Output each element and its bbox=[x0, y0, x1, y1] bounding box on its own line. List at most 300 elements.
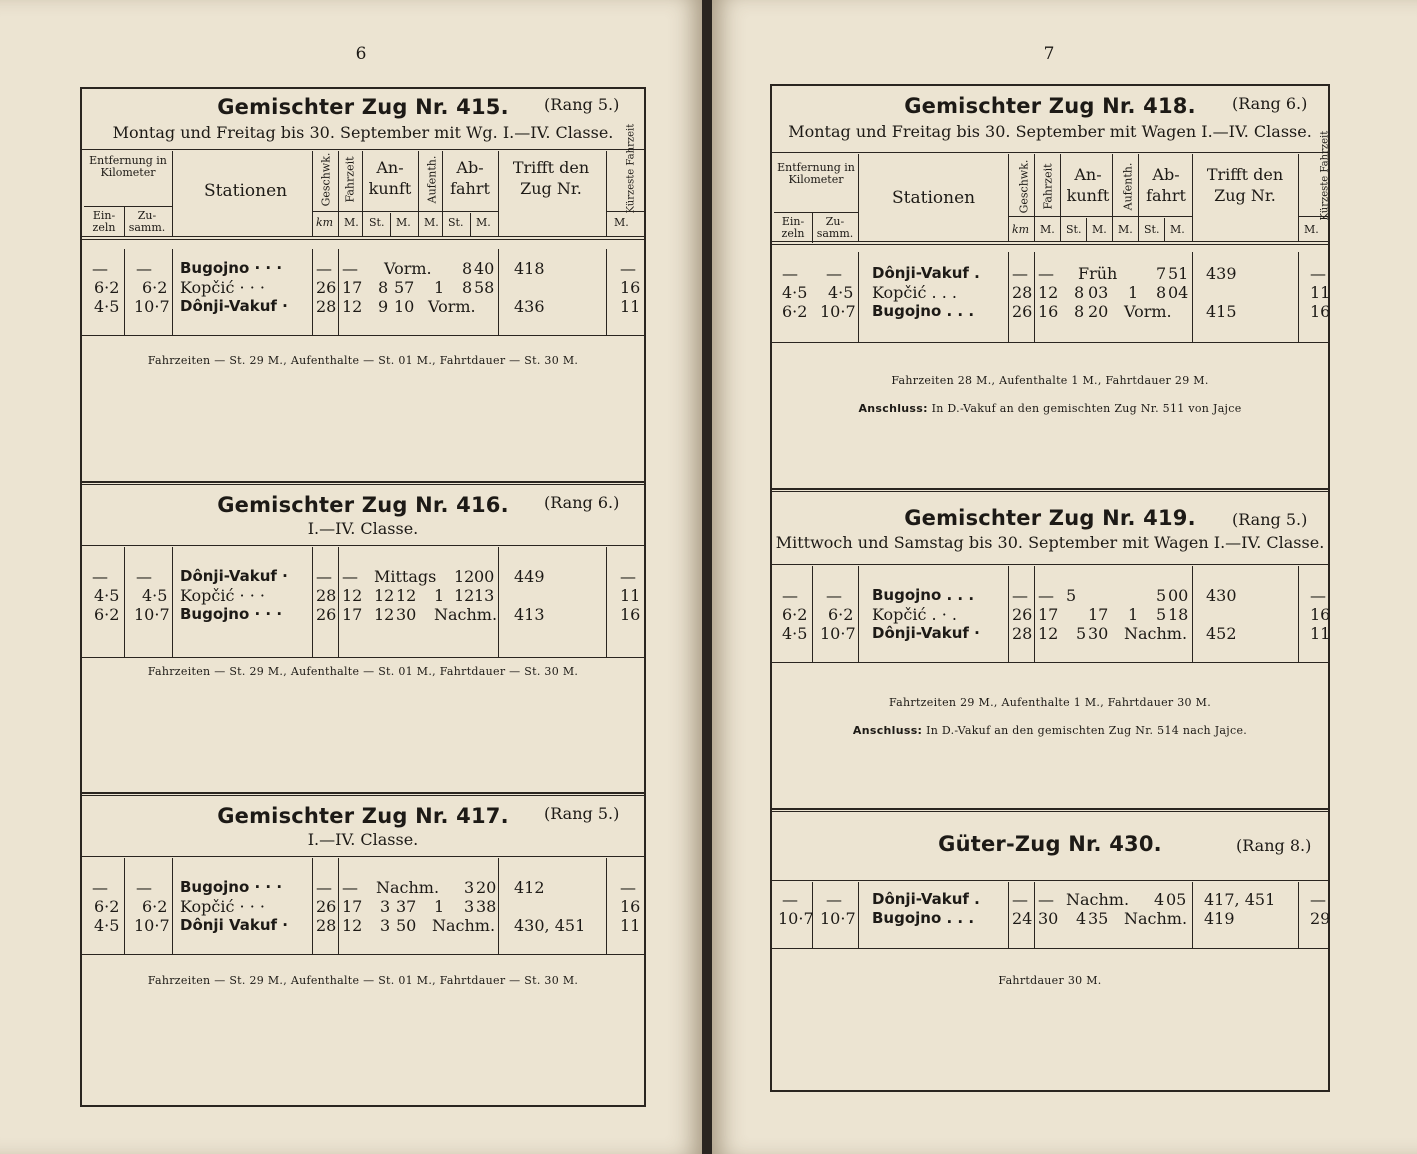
cell-kuerzeste: 16 bbox=[620, 278, 641, 297]
header-unit-m: M. bbox=[344, 216, 359, 229]
header-distance: Entfernung in Kilometer bbox=[777, 161, 855, 186]
cell-abfahrt-m: 00 bbox=[474, 567, 495, 586]
cell-zusamm: 10·7 bbox=[134, 297, 170, 316]
cell-trifft: 449 bbox=[514, 567, 545, 586]
header-fahrzeit: Fahrzeit bbox=[343, 156, 357, 203]
header-trifft: Trifft den Zug Nr. bbox=[512, 158, 590, 198]
cell-abfahrt-m: 00 bbox=[1168, 586, 1189, 605]
cell-abfahrt-st: 8 bbox=[462, 259, 473, 278]
train-title: Gemischter Zug Nr. 417. bbox=[217, 804, 509, 828]
cell-geschwk: — bbox=[316, 878, 332, 897]
cell-fahrzeit: — bbox=[342, 878, 358, 897]
cell-einzeln: — bbox=[92, 259, 108, 278]
train-note: Fahrzeiten — St. 29 M., Aufenthalte — St. 01 M., Fahrtdauer — St. 30 M. bbox=[147, 665, 579, 678]
cell-ankunft-m: 30 bbox=[396, 605, 417, 624]
divider bbox=[84, 206, 172, 207]
cell-ankunft-st: 4 bbox=[1076, 909, 1087, 928]
cell-fahrzeit: — bbox=[1038, 890, 1054, 909]
cell-einzeln: 10·7 bbox=[778, 909, 814, 928]
divider bbox=[82, 856, 644, 857]
grid-line bbox=[1164, 218, 1165, 242]
header-unit-m: M. bbox=[1092, 223, 1107, 236]
divider bbox=[772, 880, 1328, 881]
grid-line bbox=[1138, 154, 1139, 242]
cell-einzeln: 6·2 bbox=[94, 278, 120, 297]
grid-line bbox=[418, 151, 419, 237]
cell-einzeln: 6·2 bbox=[94, 605, 120, 624]
train-subtitle: I.—IV. Classe. bbox=[307, 519, 419, 538]
section-rule bbox=[82, 481, 644, 485]
cell-abfahrt-st: 12 bbox=[454, 586, 475, 605]
grid-line bbox=[1298, 566, 1299, 662]
grid-line bbox=[1192, 154, 1193, 242]
header-unit-km: km bbox=[1012, 223, 1030, 236]
cell-kuerzeste: 16 bbox=[1310, 605, 1331, 624]
header-zusamm: Zu- samm. bbox=[128, 209, 166, 234]
cell-zusamm: — bbox=[826, 264, 842, 283]
header-ankunft: An- kunft bbox=[368, 158, 412, 198]
cell-ankunft-m: 10 bbox=[394, 297, 415, 316]
cell-ankunft-st: Nachm. bbox=[1066, 890, 1130, 909]
divider bbox=[312, 211, 498, 212]
cell-ankunft-st: 8 bbox=[1074, 283, 1085, 302]
grid-line bbox=[1034, 882, 1035, 948]
cell-geschwk: — bbox=[1012, 586, 1028, 605]
grid-line bbox=[172, 151, 173, 237]
cell-kuerzeste: — bbox=[1310, 890, 1326, 909]
train-rang: (Rang 6.) bbox=[544, 493, 620, 512]
cell-kuerzeste: 16 bbox=[620, 605, 641, 624]
section-rule bbox=[772, 488, 1328, 492]
cell-kuerzeste: — bbox=[620, 567, 636, 586]
anschluss-label: Anschluss: bbox=[858, 402, 928, 415]
header-unit-m: M. bbox=[1304, 223, 1319, 236]
grid-line bbox=[1298, 252, 1299, 342]
cell-trifft: 413 bbox=[514, 605, 545, 624]
grid-line bbox=[1034, 252, 1035, 342]
divider bbox=[772, 152, 1328, 153]
cell-abfahrt-st: 8 bbox=[462, 278, 473, 297]
grid-line bbox=[124, 249, 125, 335]
cell-fahrzeit: 12 bbox=[1038, 283, 1059, 302]
cell-geschwk: 28 bbox=[316, 297, 337, 316]
cell-aufenth: 1 bbox=[434, 897, 445, 916]
cell-einzeln: 4·5 bbox=[94, 586, 120, 605]
cell-geschwk: 24 bbox=[1012, 909, 1033, 928]
cell-abfahrt-m: 18 bbox=[1168, 605, 1189, 624]
divider bbox=[772, 244, 1328, 245]
divider bbox=[774, 212, 858, 213]
cell-einzeln: — bbox=[782, 586, 798, 605]
cell-station: Kopčić · · · bbox=[180, 586, 265, 605]
cell-fahrzeit: 30 bbox=[1038, 909, 1059, 928]
grid-line bbox=[124, 207, 125, 237]
cell-trifft: 418 bbox=[514, 259, 545, 278]
header-abfahrt: Ab- fahrt bbox=[450, 158, 490, 198]
section-rule bbox=[82, 792, 644, 796]
header-ankunft: An- kunft bbox=[1066, 165, 1110, 205]
grid-line bbox=[498, 547, 499, 657]
cell-ankunft-m: 17 bbox=[1088, 605, 1109, 624]
cell-einzeln: — bbox=[782, 890, 798, 909]
cell-einzeln: 6·2 bbox=[782, 302, 808, 321]
train-rang: (Rang 5.) bbox=[544, 95, 620, 114]
cell-abfahrt-st: Nachm. bbox=[1124, 624, 1188, 643]
cell-geschwk: — bbox=[1012, 264, 1028, 283]
cell-station: Dônji Vakuf · bbox=[180, 916, 288, 934]
train-subtitle: I.—IV. Classe. bbox=[307, 830, 419, 849]
cell-fahrzeit: 17 bbox=[1038, 605, 1059, 624]
grid-line bbox=[606, 858, 607, 954]
train-note: Fahrtdauer 30 M. bbox=[998, 974, 1102, 987]
grid-line bbox=[1008, 566, 1009, 662]
cell-abfahrt-st: Nachm. bbox=[434, 605, 498, 624]
cell-station: Kopčić · · · bbox=[180, 897, 265, 916]
cell-geschwk: — bbox=[316, 567, 332, 586]
grid-line bbox=[1086, 218, 1087, 242]
cell-trifft: 415 bbox=[1206, 302, 1237, 321]
cell-station: Bugojno . . . bbox=[872, 586, 975, 604]
header-unit-st: St. bbox=[369, 216, 385, 229]
cell-zusamm: 4·5 bbox=[828, 283, 854, 302]
cell-kuerzeste: 11 bbox=[1310, 624, 1331, 643]
cell-fahrzeit: 17 bbox=[342, 278, 363, 297]
cell-abfahrt-m: 51 bbox=[1168, 264, 1189, 283]
divider bbox=[772, 948, 1328, 949]
cell-zusamm: 10·7 bbox=[820, 302, 856, 321]
divider bbox=[1298, 216, 1330, 217]
cell-trifft: 430, 451 bbox=[514, 916, 586, 935]
header-abfahrt: Ab- fahrt bbox=[1146, 165, 1186, 205]
header-aufenth: Aufenth. bbox=[1121, 162, 1135, 211]
divider bbox=[82, 657, 644, 658]
cell-station: Dônji-Vakuf · bbox=[180, 297, 288, 315]
cell-kuerzeste: 11 bbox=[620, 297, 641, 316]
train-title: Güter-Zug Nr. 430. bbox=[938, 832, 1162, 856]
cell-ankunft-st: 3 bbox=[380, 916, 391, 935]
cell-station: Kopčić · · · bbox=[180, 278, 265, 297]
grid-line bbox=[606, 249, 607, 335]
cell-abfahrt-m: 38 bbox=[476, 897, 497, 916]
cell-einzeln: 4·5 bbox=[782, 624, 808, 643]
divider bbox=[772, 241, 1328, 242]
header-geschwk: Geschwk. bbox=[1017, 159, 1031, 214]
grid-line bbox=[470, 213, 471, 237]
cell-abfahrt-st: 5 bbox=[1156, 605, 1167, 624]
cell-ankunft-m: 12 bbox=[396, 586, 417, 605]
train-subtitle: Montag und Freitag bis 30. September mit Wg. I.—IV. Classe. bbox=[112, 123, 614, 142]
right-page bbox=[712, 0, 1417, 1154]
cell-abfahrt-st: Vorm. bbox=[1124, 302, 1172, 321]
left-page bbox=[0, 0, 702, 1154]
cell-abfahrt-m: 05 bbox=[1166, 890, 1187, 909]
cell-station: Kopčić . . . bbox=[872, 283, 957, 302]
cell-geschwk: 28 bbox=[316, 586, 337, 605]
header-zusamm: Zu- samm. bbox=[816, 215, 854, 240]
cell-geschwk: 28 bbox=[1012, 283, 1033, 302]
header-trifft: Trifft den Zug Nr. bbox=[1206, 165, 1284, 205]
cell-ankunft-m: 20 bbox=[1088, 302, 1109, 321]
grid-line bbox=[1008, 154, 1009, 242]
grid-line bbox=[1192, 252, 1193, 342]
grid-line bbox=[1008, 882, 1009, 948]
cell-zusamm: 4·5 bbox=[142, 586, 168, 605]
grid-line bbox=[498, 858, 499, 954]
cell-trifft: 430 bbox=[1206, 586, 1237, 605]
cell-geschwk: 26 bbox=[1012, 302, 1033, 321]
cell-fahrzeit: 17 bbox=[342, 897, 363, 916]
grid-line bbox=[172, 858, 173, 954]
train-title: Gemischter Zug Nr. 418. bbox=[904, 94, 1196, 118]
cell-abfahrt-m: 58 bbox=[474, 278, 495, 297]
cell-einzeln: 6·2 bbox=[782, 605, 808, 624]
cell-zusamm: 10·7 bbox=[820, 909, 856, 928]
grid-line bbox=[338, 151, 339, 237]
cell-zusamm: — bbox=[136, 878, 152, 897]
grid-line bbox=[498, 249, 499, 335]
cell-zusamm: — bbox=[136, 567, 152, 586]
cell-ankunft-m: 35 bbox=[1088, 909, 1109, 928]
grid-line bbox=[312, 547, 313, 657]
grid-line bbox=[858, 566, 859, 662]
cell-fahrzeit: — bbox=[342, 259, 358, 278]
header-unit-m: M. bbox=[1118, 223, 1133, 236]
header-unit-m: M. bbox=[424, 216, 439, 229]
cell-abfahrt-st: 3 bbox=[464, 878, 475, 897]
page-number: 7 bbox=[1043, 44, 1055, 64]
grid-line bbox=[1034, 566, 1035, 662]
train-title: Gemischter Zug Nr. 415. bbox=[217, 95, 509, 119]
cell-ankunft-st: Mittags bbox=[374, 567, 437, 586]
header-distance: Entfernung in Kilometer bbox=[89, 154, 167, 179]
cell-ankunft-st: 9 bbox=[378, 297, 389, 316]
grid-line bbox=[812, 566, 813, 662]
divider bbox=[82, 149, 644, 150]
cell-ankunft-st: Nachm. bbox=[376, 878, 440, 897]
cell-geschwk: — bbox=[1012, 890, 1028, 909]
cell-fahrzeit: — bbox=[342, 567, 358, 586]
cell-abfahrt-st: Vorm. bbox=[428, 297, 476, 316]
cell-abfahrt-st: Nachm. bbox=[1124, 909, 1188, 928]
train-subtitle: Mittwoch und Samstag bis 30. September mit Wagen I.—IV. Classe. bbox=[775, 533, 1325, 552]
anschluss-text: In D.-Vakuf an den gemischten Zug Nr. 514 nach Jajce. bbox=[926, 724, 1248, 737]
cell-kuerzeste: — bbox=[620, 878, 636, 897]
grid-line bbox=[312, 858, 313, 954]
cell-geschwk: 26 bbox=[316, 278, 337, 297]
cell-station: Bugojno · · · bbox=[180, 259, 283, 277]
cell-station: Bugojno · · · bbox=[180, 605, 283, 623]
cell-station: Bugojno . . . bbox=[872, 909, 975, 927]
cell-kuerzeste: — bbox=[1310, 586, 1326, 605]
cell-kuerzeste: 29 bbox=[1310, 909, 1331, 928]
train-rang: (Rang 8.) bbox=[1236, 836, 1312, 855]
cell-ankunft-st: 12 bbox=[374, 605, 395, 624]
cell-trifft: 439 bbox=[1206, 264, 1237, 283]
grid-line bbox=[858, 882, 859, 948]
cell-aufenth: 1 bbox=[434, 586, 445, 605]
anschluss-text: In D.-Vakuf an den gemischten Zug Nr. 511 von Jajce bbox=[931, 402, 1242, 415]
header-unit-m: M. bbox=[614, 216, 629, 229]
grid-line bbox=[124, 858, 125, 954]
grid-line bbox=[1112, 154, 1113, 242]
timetable-frame bbox=[770, 84, 1330, 1092]
grid-line bbox=[390, 213, 391, 237]
grid-line bbox=[442, 151, 443, 237]
cell-station: Bugojno · · · bbox=[180, 878, 283, 896]
cell-ankunft-m: 37 bbox=[396, 897, 417, 916]
cell-trifft: 452 bbox=[1206, 624, 1237, 643]
train-rang: (Rang 5.) bbox=[544, 804, 620, 823]
cell-fahrzeit: 17 bbox=[342, 605, 363, 624]
cell-kuerzeste: — bbox=[620, 259, 636, 278]
cell-geschwk: 26 bbox=[316, 605, 337, 624]
cell-aufenth: 1 bbox=[1128, 283, 1139, 302]
divider bbox=[1008, 216, 1192, 217]
header-unit-st: St. bbox=[448, 216, 464, 229]
train-rang: (Rang 5.) bbox=[1232, 510, 1308, 529]
timetable-frame bbox=[80, 87, 646, 1107]
cell-einzeln: — bbox=[782, 264, 798, 283]
divider bbox=[82, 236, 644, 237]
train-note: Fahrzeiten — St. 29 M., Aufenthalte — St. 01 M., Fahrtdauer — St. 30 M. bbox=[147, 974, 579, 987]
cell-fahrzeit: 12 bbox=[1038, 624, 1059, 643]
cell-einzeln: — bbox=[92, 567, 108, 586]
header-unit-m: M. bbox=[1040, 223, 1055, 236]
page-number: 6 bbox=[355, 44, 367, 64]
cell-kuerzeste: 11 bbox=[620, 916, 641, 935]
cell-einzeln: 4·5 bbox=[782, 283, 808, 302]
cell-einzeln: 4·5 bbox=[94, 297, 120, 316]
cell-geschwk: 28 bbox=[316, 916, 337, 935]
grid-line bbox=[172, 547, 173, 657]
grid-line bbox=[498, 151, 499, 237]
train-subtitle: Montag und Freitag bis 30. September mit Wagen I.—IV. Classe. bbox=[788, 122, 1312, 141]
cell-ankunft-st: 8 bbox=[378, 278, 389, 297]
grid-line bbox=[362, 151, 363, 237]
header-unit-st: St. bbox=[1144, 223, 1160, 236]
cell-abfahrt-st: 4 bbox=[1154, 890, 1165, 909]
cell-ankunft-m: 57 bbox=[394, 278, 415, 297]
grid-line bbox=[338, 858, 339, 954]
header-kuerzeste: Kürzeste Fahrzeit bbox=[625, 123, 637, 214]
grid-line bbox=[312, 249, 313, 335]
cell-station: Kopčić . · . bbox=[872, 605, 957, 624]
cell-ankunft-m: 50 bbox=[396, 916, 417, 935]
cell-einzeln: 4·5 bbox=[94, 916, 120, 935]
cell-fahrzeit: — bbox=[1038, 586, 1054, 605]
cell-kuerzeste: 16 bbox=[620, 897, 641, 916]
cell-trifft: 419 bbox=[1204, 909, 1235, 928]
cell-ankunft-st: 5 bbox=[1076, 624, 1087, 643]
header-aufenth: Aufenth. bbox=[425, 155, 439, 204]
cell-abfahrt-st: 12 bbox=[454, 567, 475, 586]
cell-geschwk: 26 bbox=[1012, 605, 1033, 624]
train-title: Gemischter Zug Nr. 419. bbox=[904, 506, 1196, 530]
cell-ankunft-st: 5 bbox=[1066, 586, 1077, 605]
cell-abfahrt-m: 13 bbox=[474, 586, 495, 605]
header-einzeln: Ein- zeln bbox=[781, 215, 805, 240]
grid-line bbox=[1060, 154, 1061, 242]
cell-kuerzeste: 11 bbox=[620, 586, 641, 605]
grid-line bbox=[172, 249, 173, 335]
grid-line bbox=[858, 154, 859, 242]
divider bbox=[772, 342, 1328, 343]
cell-zusamm: 10·7 bbox=[134, 605, 170, 624]
cell-abfahrt-m: 04 bbox=[1168, 283, 1189, 302]
cell-ankunft-m: 03 bbox=[1088, 283, 1109, 302]
grid-line bbox=[858, 252, 859, 342]
cell-trifft: 412 bbox=[514, 878, 545, 897]
cell-fahrzeit: — bbox=[1038, 264, 1054, 283]
cell-zusamm: — bbox=[826, 586, 842, 605]
cell-zusamm: 10·7 bbox=[820, 624, 856, 643]
cell-ankunft-st: 12 bbox=[374, 586, 395, 605]
divider bbox=[82, 335, 644, 336]
train-rang: (Rang 6.) bbox=[1232, 94, 1308, 113]
grid-line bbox=[1298, 154, 1299, 242]
cell-geschwk: — bbox=[316, 259, 332, 278]
cell-station: Dônji-Vakuf . bbox=[872, 264, 980, 282]
cell-fahrzeit: 16 bbox=[1038, 302, 1059, 321]
header-unit-m: M. bbox=[396, 216, 411, 229]
divider bbox=[82, 545, 644, 546]
header-stations: Stationen bbox=[892, 188, 976, 208]
cell-geschwk: 28 bbox=[1012, 624, 1033, 643]
cell-zusamm: 6·2 bbox=[828, 605, 854, 624]
cell-einzeln: 6·2 bbox=[94, 897, 120, 916]
grid-line bbox=[1008, 252, 1009, 342]
cell-geschwk: 26 bbox=[316, 897, 337, 916]
grid-line bbox=[338, 547, 339, 657]
cell-fahrzeit: 12 bbox=[342, 916, 363, 935]
header-fahrzeit: Fahrzeit bbox=[1041, 163, 1055, 210]
cell-kuerzeste: — bbox=[1310, 264, 1326, 283]
train-note: Fahrzeiten 28 M., Aufenthalte 1 M., Fahrtdauer 29 M. bbox=[891, 374, 1209, 387]
cell-aufenth: 1 bbox=[1128, 605, 1139, 624]
cell-abfahrt-m: 40 bbox=[474, 259, 495, 278]
grid-line bbox=[606, 151, 607, 237]
cell-station: Bugojno . . . bbox=[872, 302, 975, 320]
grid-line bbox=[1298, 882, 1299, 948]
section-rule bbox=[772, 808, 1328, 812]
divider bbox=[772, 564, 1328, 565]
grid-line bbox=[1192, 566, 1193, 662]
cell-ankunft-st: Früh bbox=[1078, 264, 1118, 283]
cell-zusamm: 6·2 bbox=[142, 278, 168, 297]
cell-station: Dônji-Vakuf · bbox=[872, 624, 980, 642]
cell-einzeln: — bbox=[92, 878, 108, 897]
cell-trifft: 417, 451 bbox=[1204, 890, 1276, 909]
train-anschluss bbox=[772, 724, 1328, 737]
header-kuerzeste: Kürzeste Fahrzeit bbox=[1319, 130, 1331, 221]
cell-zusamm: — bbox=[826, 890, 842, 909]
cell-abfahrt-st: 8 bbox=[1156, 283, 1167, 302]
cell-zusamm: — bbox=[136, 259, 152, 278]
cell-zusamm: 10·7 bbox=[134, 916, 170, 935]
cell-station: Dônji-Vakuf . bbox=[872, 890, 980, 908]
cell-abfahrt-st: 7 bbox=[1156, 264, 1167, 283]
grid-line bbox=[338, 249, 339, 335]
cell-kuerzeste: 11 bbox=[1310, 283, 1331, 302]
grid-line bbox=[606, 547, 607, 657]
cell-ankunft-st: Vorm. bbox=[384, 259, 432, 278]
header-unit-st: St. bbox=[1066, 223, 1082, 236]
cell-fahrzeit: 12 bbox=[342, 586, 363, 605]
cell-ankunft-m: 30 bbox=[1088, 624, 1109, 643]
grid-line bbox=[312, 151, 313, 237]
divider bbox=[82, 239, 644, 240]
header-unit-km: km bbox=[316, 216, 334, 229]
